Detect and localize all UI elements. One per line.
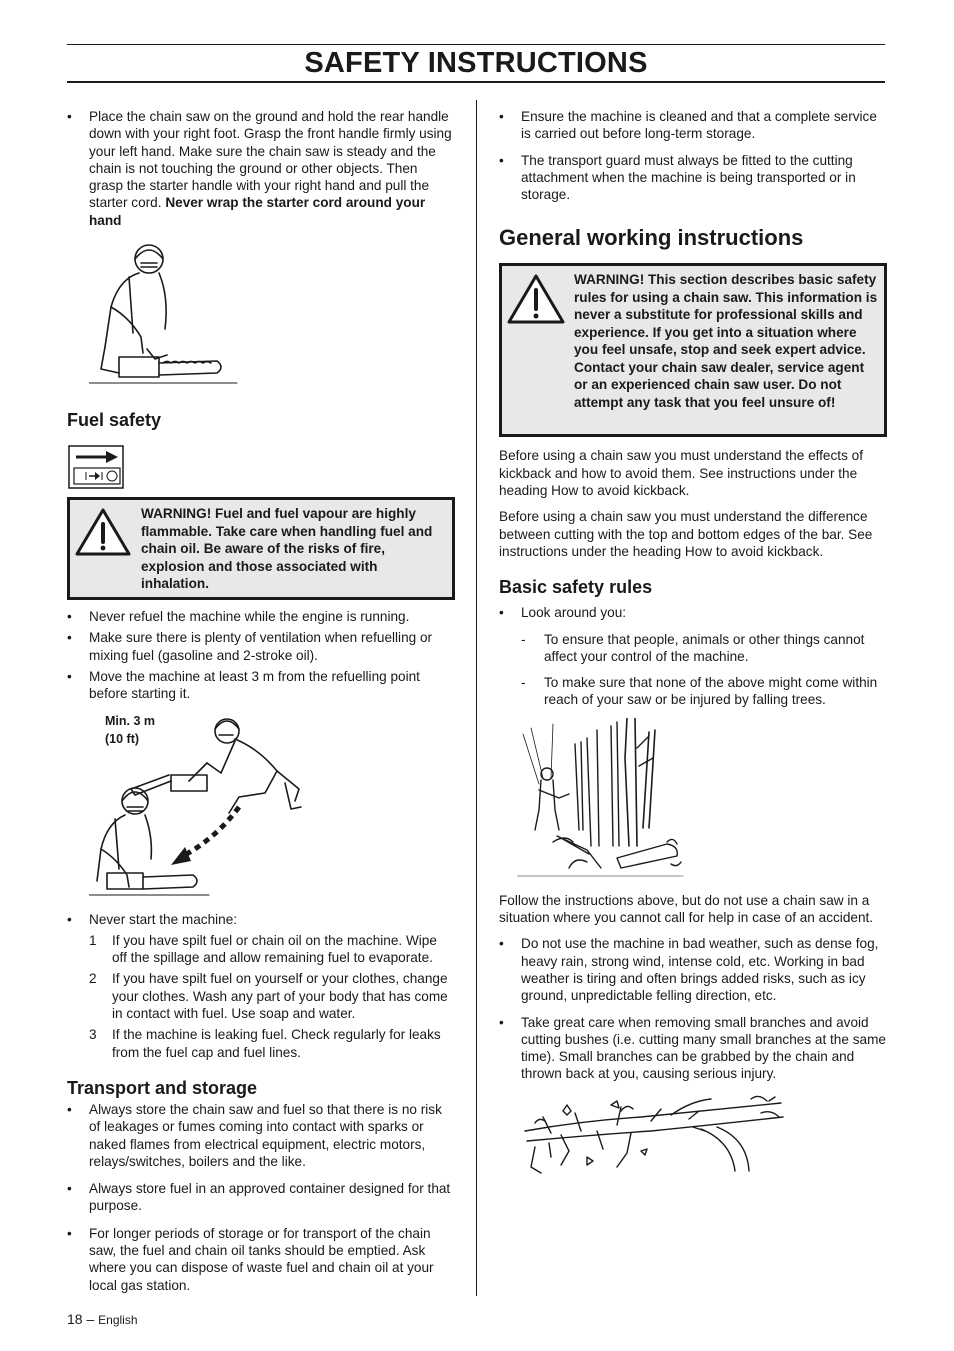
starter-cord-warning: Never wrap the starter cord around your hand (89, 195, 426, 228)
list-item: • Never refuel the machine while the engine is running. (67, 609, 410, 625)
list-item: - To make sure that none of the above might come within reach of your saw or be injured by falling trees. (521, 675, 878, 708)
refuel-distance-illustration (89, 709, 319, 897)
distance-label: Min. 3 m (10 ft) (105, 713, 156, 746)
left-column (67, 108, 455, 1302)
fuel-warning-text: WARNING! Fuel and fuel vapour are highly flammable. Take care when handling fuel and chain oil. Be aware of the risks of fire, explosion and those associated with inhalation. (141, 506, 433, 592)
transport-storage-heading: Transport and storage (67, 1077, 258, 1098)
branch-kickback-illustration (521, 1091, 791, 1181)
starting-instruction: Place the chain saw on the ground and hold the rear handle down with your right foot. Grasp the front handle firmly using your left hand. Make sure the chain saw is steady and the chain is not touching the ground or other objects. Then grasp the starter handle with your right hand and pull the starter cord. (89, 109, 452, 211)
page-number: 18 – (67, 1311, 95, 1327)
general-warning-box (499, 263, 887, 437)
list-item: 2 If you have spilt fuel on yourself or your clothes, change your clothes. Wash any part of your body that has come in contact with fuel. Use soap and water. (89, 971, 448, 1022)
refuel-distance-figure (67, 709, 455, 899)
fuel-symbol-icon (68, 445, 124, 489)
list-item: • For longer periods of storage or for transport of the chain saw, the fuel and chain oil tanks should be emptied. Ask where you can dispose of waste fuel and chain oil at your local gas station. (67, 1225, 434, 1293)
footer-language: English (98, 1313, 138, 1327)
forest-surroundings-illustration (517, 718, 687, 878)
list-item: • Do not use the machine in bad weather, such as dense fog, heavy rain, strong wind, intense cold, etc. Working in bad weather is tiring and often brings added risks, such as icy ground, unpredictable felling direction, etc. (499, 936, 879, 1004)
right-column (499, 108, 887, 1181)
fuel-warning-box (67, 497, 455, 600)
list-item: • Never start the machine: (67, 911, 238, 927)
kickback-paragraph: Before using a chain saw you must understand the effects of kickback and how to avoid them. See instructions under the heading How to avoid kickback. (499, 448, 863, 499)
warning-triangle-icon (506, 272, 566, 326)
list-item: • The transport guard must always be fitted to the cutting attachment when the machine is being transported or in storage. (499, 152, 856, 203)
kickback-paragraph: Before using a chain saw you must understand the difference between cutting with the top and bottom edges of the bar. See instructions under the heading How to avoid kickback. (499, 509, 873, 559)
general-working-heading: General working instructions (499, 225, 804, 251)
page-header (67, 44, 885, 83)
list-item: 1 If you have spilt fuel or chain oil on the machine. Wipe off the spillage and allow remaining fuel to evaporate. (89, 932, 437, 966)
list-item: • Always store the chain saw and fuel so that there is no risk of leakages or fumes coming into contact with sparks or naked flames from electrical equipment, electric motors, relays/switches, boilers and the like. (67, 1101, 442, 1169)
list-item: • Place the chain saw on the ground and hold the rear handle down with your right foot. Grasp the front handle firmly using your left hand. Make sure the chain saw is steady and the chain is not touching the ground or other objects. Then grasp the starter handle with your right hand and pull the starter cord. Never wrap the starter cord around your hand (67, 109, 452, 228)
page-title: SAFETY INSTRUCTIONS (304, 47, 648, 79)
list-item: • Always store fuel in an approved container designed for that purpose. (67, 1181, 451, 1214)
list-item: - To ensure that people, animals or other things cannot affect your control of the machine. (521, 631, 865, 664)
list-item: • Move the machine at least 3 m from the refuelling point before starting it. (67, 668, 420, 702)
column-divider (476, 100, 477, 1296)
fuel-safety-heading: Fuel safety (67, 410, 162, 431)
list-item: • Ensure the machine is cleaned and that a complete service is carried out before long-term storage. (499, 109, 877, 142)
general-warning-text: WARNING! This section describes basic safety rules for using a chain saw. This information is never a substitute for professional skills and experience. If you get into a situation where you feel unsafe, stop and seek expert advice. Contact your chain saw dealer, service agent or an experienced chain saw user. Do not attempt any task that you feel unsure of! (574, 272, 878, 410)
list-item: 3 If the machine is leaking fuel. Check regularly for leaks from the fuel cap and fuel lines. (89, 1027, 441, 1060)
page-footer (67, 1311, 138, 1327)
basic-safety-heading: Basic safety rules (499, 577, 653, 598)
starting-chainsaw-illustration (89, 237, 239, 389)
follow-paragraph: Follow the instructions above, but do not use a chain saw in a situation where you cannot call for help in case of an accident. (499, 892, 874, 926)
list-item: • Look around you: (499, 605, 627, 621)
list-item: • Take great care when removing small branches and avoid cutting bushes (i.e. cutting many small branches at the same time). Small branches can be grabbed by the chain and thrown back at you, causing serious injury. (499, 1014, 886, 1082)
warning-triangle-icon (74, 506, 132, 558)
list-item: • Make sure there is plenty of ventilation when refuelling or mixing fuel (gasoline and 2-stroke oil). (67, 630, 433, 663)
